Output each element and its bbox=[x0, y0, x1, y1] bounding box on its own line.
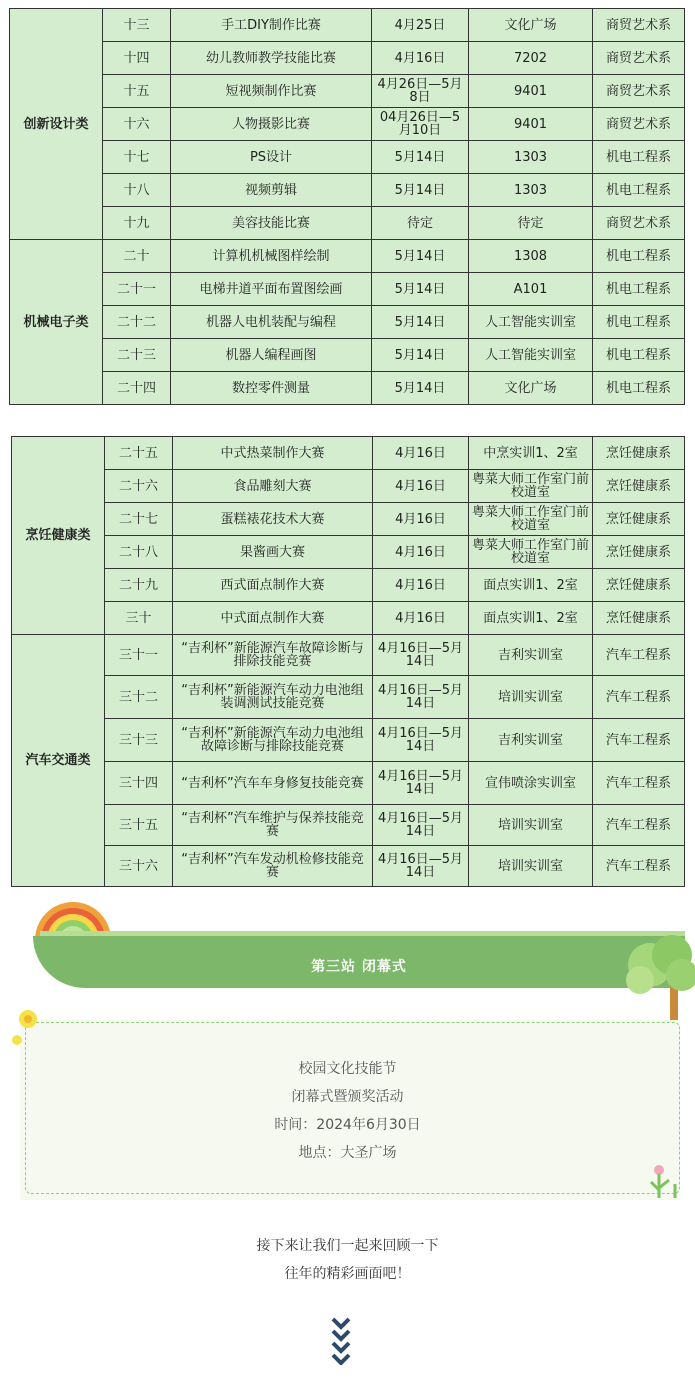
cell-no: 二十九 bbox=[105, 569, 173, 602]
cell-date: 4月16日 bbox=[373, 437, 469, 470]
cell-date: 4月16日 bbox=[373, 536, 469, 569]
cell-dept: 商贸艺术系 bbox=[593, 9, 685, 42]
cell-place: 粤菜大师工作室门前校道室 bbox=[469, 536, 593, 569]
cell-date: 4月25日 bbox=[372, 9, 469, 42]
cell-name: 数控零件测量 bbox=[171, 372, 372, 405]
event-name: 校园文化技能节 bbox=[298, 1061, 397, 1077]
cell-place: 7202 bbox=[469, 42, 593, 75]
cell-dept: 商贸艺术系 bbox=[593, 75, 685, 108]
cell-name: PS设计 bbox=[171, 141, 372, 174]
double-chevron-down-icon bbox=[330, 1315, 352, 1365]
cell-place: 吉利实训室 bbox=[469, 635, 593, 676]
cell-date: 04月26日—5月10日 bbox=[372, 108, 469, 141]
table-row bbox=[12, 762, 685, 805]
schedule-table-1 bbox=[9, 8, 685, 405]
table-row bbox=[12, 602, 685, 635]
cell-place: 人工智能实训室 bbox=[469, 339, 593, 372]
event-info bbox=[0, 1055, 695, 1167]
cell-no: 十六 bbox=[103, 108, 171, 141]
cell-date: 4月16日—5月14日 bbox=[373, 676, 469, 719]
cell-name: 食品雕刻大赛 bbox=[173, 470, 373, 503]
cell-place: 面点实训1、2室 bbox=[469, 602, 593, 635]
cell-date: 4月16日—5月14日 bbox=[373, 762, 469, 805]
cell-no: 三十二 bbox=[105, 676, 173, 719]
table-row bbox=[12, 846, 685, 887]
cell-name: 幼儿教师教学技能比赛 bbox=[171, 42, 372, 75]
cell-dept: 烹饪健康系 bbox=[593, 602, 685, 635]
cell-name: “吉利杯”汽车维护与保养技能竞赛 bbox=[173, 805, 373, 846]
table-row bbox=[10, 339, 685, 372]
outro-line-2: 往年的精彩画面吧！ bbox=[284, 1266, 411, 1282]
cell-dept: 机电工程系 bbox=[593, 372, 685, 405]
cell-place: 9401 bbox=[469, 108, 593, 141]
cell-name: 机器人编程画图 bbox=[171, 339, 372, 372]
table-row bbox=[12, 536, 685, 569]
cell-date: 5月14日 bbox=[372, 306, 469, 339]
cell-dept: 汽车工程系 bbox=[593, 805, 685, 846]
flower-icon bbox=[10, 1005, 45, 1055]
table-row bbox=[10, 108, 685, 141]
cell-name: 手工DIY制作比赛 bbox=[171, 9, 372, 42]
cell-date: 4月16日—5月14日 bbox=[373, 635, 469, 676]
cell-date: 4月16日—5月14日 bbox=[373, 719, 469, 762]
cell-no: 十三 bbox=[103, 9, 171, 42]
cell-no: 二十八 bbox=[105, 536, 173, 569]
table-row bbox=[10, 42, 685, 75]
cell-place: 人工智能实训室 bbox=[469, 306, 593, 339]
cell-name: 美容技能比赛 bbox=[171, 207, 372, 240]
cell-date: 5月14日 bbox=[372, 273, 469, 306]
tree-icon bbox=[600, 920, 695, 1030]
cell-date: 5月14日 bbox=[372, 339, 469, 372]
cell-place: 1303 bbox=[469, 141, 593, 174]
event-time: 时间：2024年6月30日 bbox=[274, 1117, 421, 1133]
cell-place: 培训实训室 bbox=[469, 805, 593, 846]
schedule-table-2 bbox=[11, 436, 685, 887]
cell-place: 待定 bbox=[469, 207, 593, 240]
cell-no: 二十七 bbox=[105, 503, 173, 536]
cell-name: 中式热菜制作大赛 bbox=[173, 437, 373, 470]
cell-dept: 汽车工程系 bbox=[593, 846, 685, 887]
cell-place: 粤菜大师工作室门前校道室 bbox=[469, 470, 593, 503]
cell-date: 5月14日 bbox=[372, 141, 469, 174]
cell-dept: 机电工程系 bbox=[593, 141, 685, 174]
cell-name: 视频剪辑 bbox=[171, 174, 372, 207]
cell-no: 二十二 bbox=[103, 306, 171, 339]
cell-no: 二十四 bbox=[103, 372, 171, 405]
cell-date: 4月16日 bbox=[373, 602, 469, 635]
event-subtitle: 闭幕式暨颁奖活动 bbox=[291, 1089, 404, 1105]
cell-dept: 烹饪健康系 bbox=[593, 569, 685, 602]
cell-place: 培训实训室 bbox=[469, 676, 593, 719]
cell-place: A101 bbox=[469, 273, 593, 306]
table-row bbox=[10, 174, 685, 207]
cell-place: 宣伟喷涂实训室 bbox=[469, 762, 593, 805]
cell-date: 4月16日—5月14日 bbox=[373, 805, 469, 846]
cell-name: “吉利杯”汽车发动机检修技能竞赛 bbox=[173, 846, 373, 887]
cell-name: “吉利杯”新能源汽车故障诊断与排除技能竞赛 bbox=[173, 635, 373, 676]
cell-no: 二十一 bbox=[103, 273, 171, 306]
category-cell: 烹饪健康类 bbox=[12, 437, 105, 635]
cell-place: 培训实训室 bbox=[469, 846, 593, 887]
cell-date: 4月16日—5月14日 bbox=[373, 846, 469, 887]
cell-name: “吉利杯”新能源汽车动力电池组故障诊断与排除技能竞赛 bbox=[173, 719, 373, 762]
cell-name: 西式面点制作大赛 bbox=[173, 569, 373, 602]
cell-place: 文化广场 bbox=[469, 9, 593, 42]
table-row bbox=[12, 676, 685, 719]
cell-no: 三十四 bbox=[105, 762, 173, 805]
cell-dept: 机电工程系 bbox=[593, 306, 685, 339]
cell-dept: 商贸艺术系 bbox=[593, 42, 685, 75]
cell-no: 十九 bbox=[103, 207, 171, 240]
cell-name: “吉利杯”汽车车身修复技能竞赛 bbox=[173, 762, 373, 805]
table-row bbox=[12, 503, 685, 536]
cell-place: 1308 bbox=[469, 240, 593, 273]
event-location: 地点：大圣广场 bbox=[298, 1145, 397, 1161]
cell-place: 吉利实训室 bbox=[469, 719, 593, 762]
cell-dept: 烹饪健康系 bbox=[593, 503, 685, 536]
cell-place: 面点实训1、2室 bbox=[469, 569, 593, 602]
table-row bbox=[10, 9, 685, 42]
cell-name: 计算机机械图样绘制 bbox=[171, 240, 372, 273]
table-row bbox=[10, 141, 685, 174]
cell-name: 电梯井道平面布置图绘画 bbox=[171, 273, 372, 306]
cell-date: 待定 bbox=[372, 207, 469, 240]
banner-title: 第三站 闭幕式 bbox=[311, 959, 407, 975]
table-row bbox=[10, 372, 685, 405]
cell-date: 4月16日 bbox=[373, 569, 469, 602]
cell-dept: 机电工程系 bbox=[593, 273, 685, 306]
outro-line-1: 接下来让我们一起来回顾一下 bbox=[256, 1238, 439, 1254]
cell-no: 二十六 bbox=[105, 470, 173, 503]
cell-date: 5月14日 bbox=[372, 174, 469, 207]
cell-date: 4月26日—5月8日 bbox=[372, 75, 469, 108]
cell-place: 粤菜大师工作室门前校道室 bbox=[469, 503, 593, 536]
cell-no: 三十六 bbox=[105, 846, 173, 887]
cell-dept: 汽车工程系 bbox=[593, 719, 685, 762]
cell-dept: 商贸艺术系 bbox=[593, 108, 685, 141]
cell-name: 短视频制作比赛 bbox=[171, 75, 372, 108]
cell-date: 5月14日 bbox=[372, 240, 469, 273]
cell-date: 4月16日 bbox=[373, 470, 469, 503]
cell-dept: 汽车工程系 bbox=[593, 676, 685, 719]
cell-place: 1303 bbox=[469, 174, 593, 207]
cell-no: 十七 bbox=[103, 141, 171, 174]
table-row bbox=[12, 437, 685, 470]
cell-no: 十五 bbox=[103, 75, 171, 108]
cell-dept: 商贸艺术系 bbox=[593, 207, 685, 240]
cell-no: 三十 bbox=[105, 602, 173, 635]
category-cell: 创新设计类 bbox=[10, 9, 103, 240]
cell-dept: 烹饪健康系 bbox=[593, 470, 685, 503]
table-row bbox=[10, 240, 685, 273]
table-row bbox=[12, 635, 685, 676]
table-row bbox=[12, 719, 685, 762]
table-row bbox=[10, 207, 685, 240]
table-row bbox=[10, 75, 685, 108]
outro-text bbox=[0, 1232, 695, 1288]
cell-dept: 机电工程系 bbox=[593, 240, 685, 273]
table-row bbox=[12, 569, 685, 602]
cell-dept: 汽车工程系 bbox=[593, 635, 685, 676]
table-row bbox=[10, 306, 685, 339]
cell-place: 中烹实训1、2室 bbox=[469, 437, 593, 470]
table-gap bbox=[0, 408, 695, 436]
cell-no: 十四 bbox=[103, 42, 171, 75]
cell-no: 十八 bbox=[103, 174, 171, 207]
cell-no: 二十 bbox=[103, 240, 171, 273]
cell-name: 中式面点制作大赛 bbox=[173, 602, 373, 635]
cell-date: 5月14日 bbox=[372, 372, 469, 405]
cell-name: 人物摄影比赛 bbox=[171, 108, 372, 141]
cell-name: “吉利杯”新能源汽车动力电池组装调测试技能竞赛 bbox=[173, 676, 373, 719]
cell-place: 文化广场 bbox=[469, 372, 593, 405]
cell-no: 三十三 bbox=[105, 719, 173, 762]
table-row bbox=[12, 470, 685, 503]
cell-dept: 烹饪健康系 bbox=[593, 536, 685, 569]
cell-name: 蛋糕裱花技术大赛 bbox=[173, 503, 373, 536]
cell-name: 果酱画大赛 bbox=[173, 536, 373, 569]
table-row bbox=[10, 273, 685, 306]
cell-date: 4月16日 bbox=[372, 42, 469, 75]
cell-no: 二十三 bbox=[103, 339, 171, 372]
cell-no: 二十五 bbox=[105, 437, 173, 470]
cell-dept: 烹饪健康系 bbox=[593, 437, 685, 470]
table-row bbox=[12, 805, 685, 846]
cell-dept: 机电工程系 bbox=[593, 339, 685, 372]
cell-no: 三十一 bbox=[105, 635, 173, 676]
category-cell: 机械电子类 bbox=[10, 240, 103, 405]
cell-date: 4月16日 bbox=[373, 503, 469, 536]
cell-place: 9401 bbox=[469, 75, 593, 108]
cell-dept: 汽车工程系 bbox=[593, 762, 685, 805]
cell-name: 机器人电机装配与编程 bbox=[171, 306, 372, 339]
cell-dept: 机电工程系 bbox=[593, 174, 685, 207]
category-cell: 汽车交通类 bbox=[12, 635, 105, 887]
cell-no: 三十五 bbox=[105, 805, 173, 846]
